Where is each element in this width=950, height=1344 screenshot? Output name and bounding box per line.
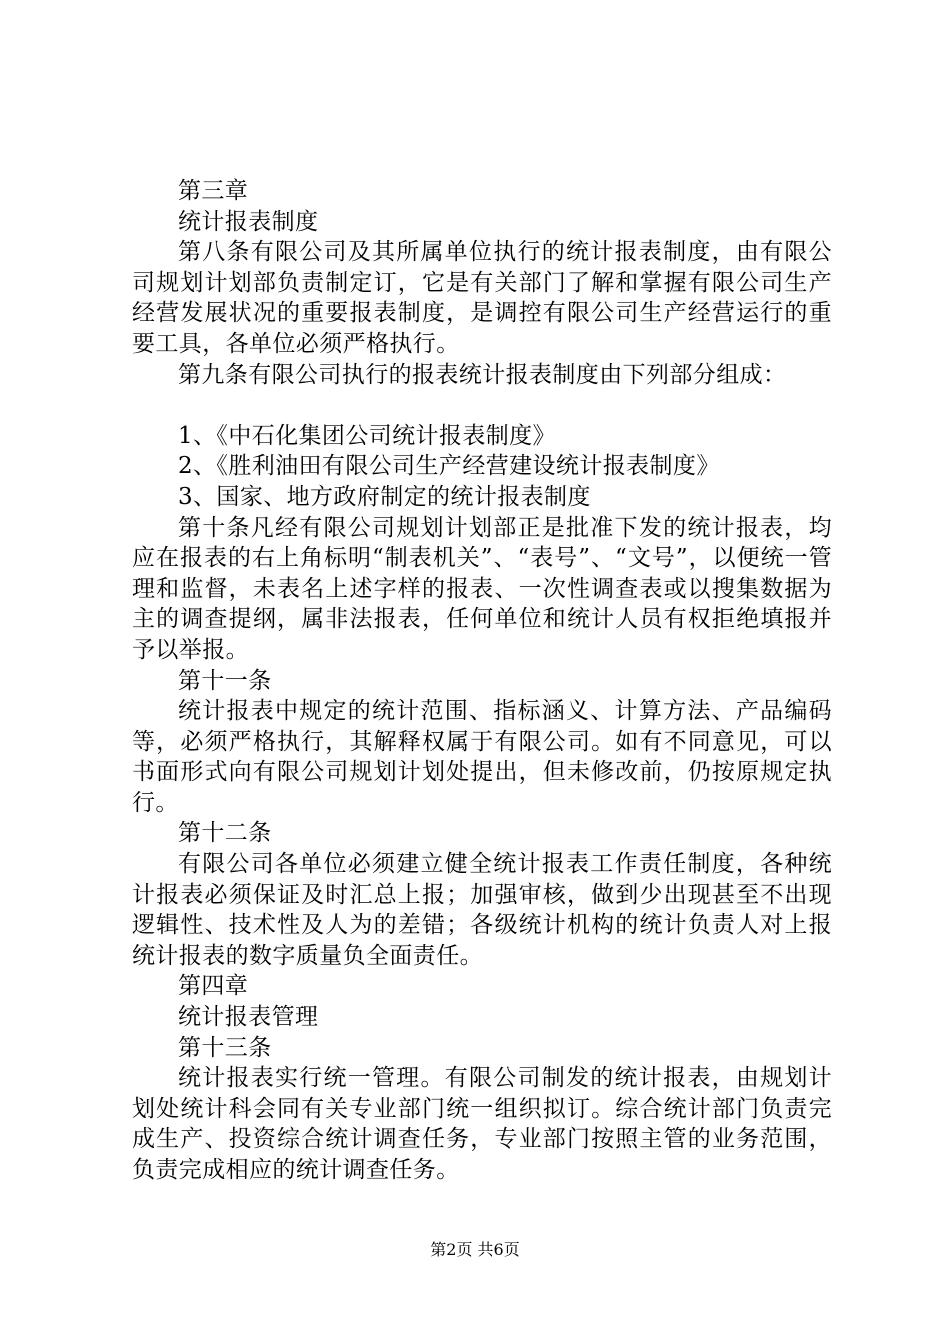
article-10: 第十条凡经有限公司规划计划部正是批准下发的统计报表，均应在报表的右上角标明“制表机关”、“表号”、“文号”，以便统一管理和监督，未表名上述字样的报表、一次性调查表或以搜集数据为主的调查提纲，属非法报表，任何单位和统计人员有权拒绝填报并予以举报。 [132, 514, 832, 663]
page-number-footer: 第2页 共6页 [430, 1240, 520, 1259]
list-item: 2、《胜利油田有限公司生产经营建设统计报表制度》 [178, 453, 720, 480]
list-item: 3、国家、地方政府制定的统计报表制度 [178, 483, 591, 510]
chapter-heading: 第三章 [178, 178, 249, 204]
chapter-title: 统计报表管理 [178, 1004, 319, 1031]
document-body [132, 176, 832, 1186]
chapter-heading: 第四章 [178, 973, 249, 1000]
article-11-heading: 第十一条 [178, 667, 272, 694]
list-item: 1、《中石化集团公司统计报表制度》 [178, 422, 556, 449]
article-13-heading: 第十三条 [178, 1034, 272, 1061]
article-13-body: 统计报表实行统一管理。有限公司制发的统计报表，由规划计划处统计科会同有关专业部门统一组织拟订。综合统计部门负责完成生产、投资综合统计调查任务，专业部门按照主管的业务范围，负责完成相应的统计调查任务。 [132, 1065, 832, 1183]
article-12-body: 有限公司各单位必须建立健全统计报表工作责任制度，各种统计报表必须保证及时汇总上报；加强审核，做到少出现甚至不出现逻辑性、技术性及人为的差错；各级统计机构的统计负责人对上报统计报表的数字质量负全面责任。 [132, 851, 832, 969]
blank-line [132, 390, 832, 421]
article-11-body: 统计报表中规定的统计范围、指标涵义、计算方法、产品编码等，必须严格执行，其解释权属于有限公司。如有不同意见，可以书面形式向有限公司规划计划处提出，但未修改前，仍按原规定执行。 [132, 698, 832, 816]
article-12-heading: 第十二条 [178, 820, 272, 847]
article-8: 第八条有限公司及其所属单位执行的统计报表制度，由有限公司规划计划部负责制定订，它是有关部门了解和掌握有限公司生产经营发展状况的重要报表制度，是调控有限公司生产经营运行的重要工具，各单位必须严格执行。 [132, 239, 832, 357]
article-9: 第九条有限公司执行的报表统计报表制度由下列部分组成： [178, 361, 787, 388]
chapter-title: 统计报表制度 [178, 208, 319, 235]
